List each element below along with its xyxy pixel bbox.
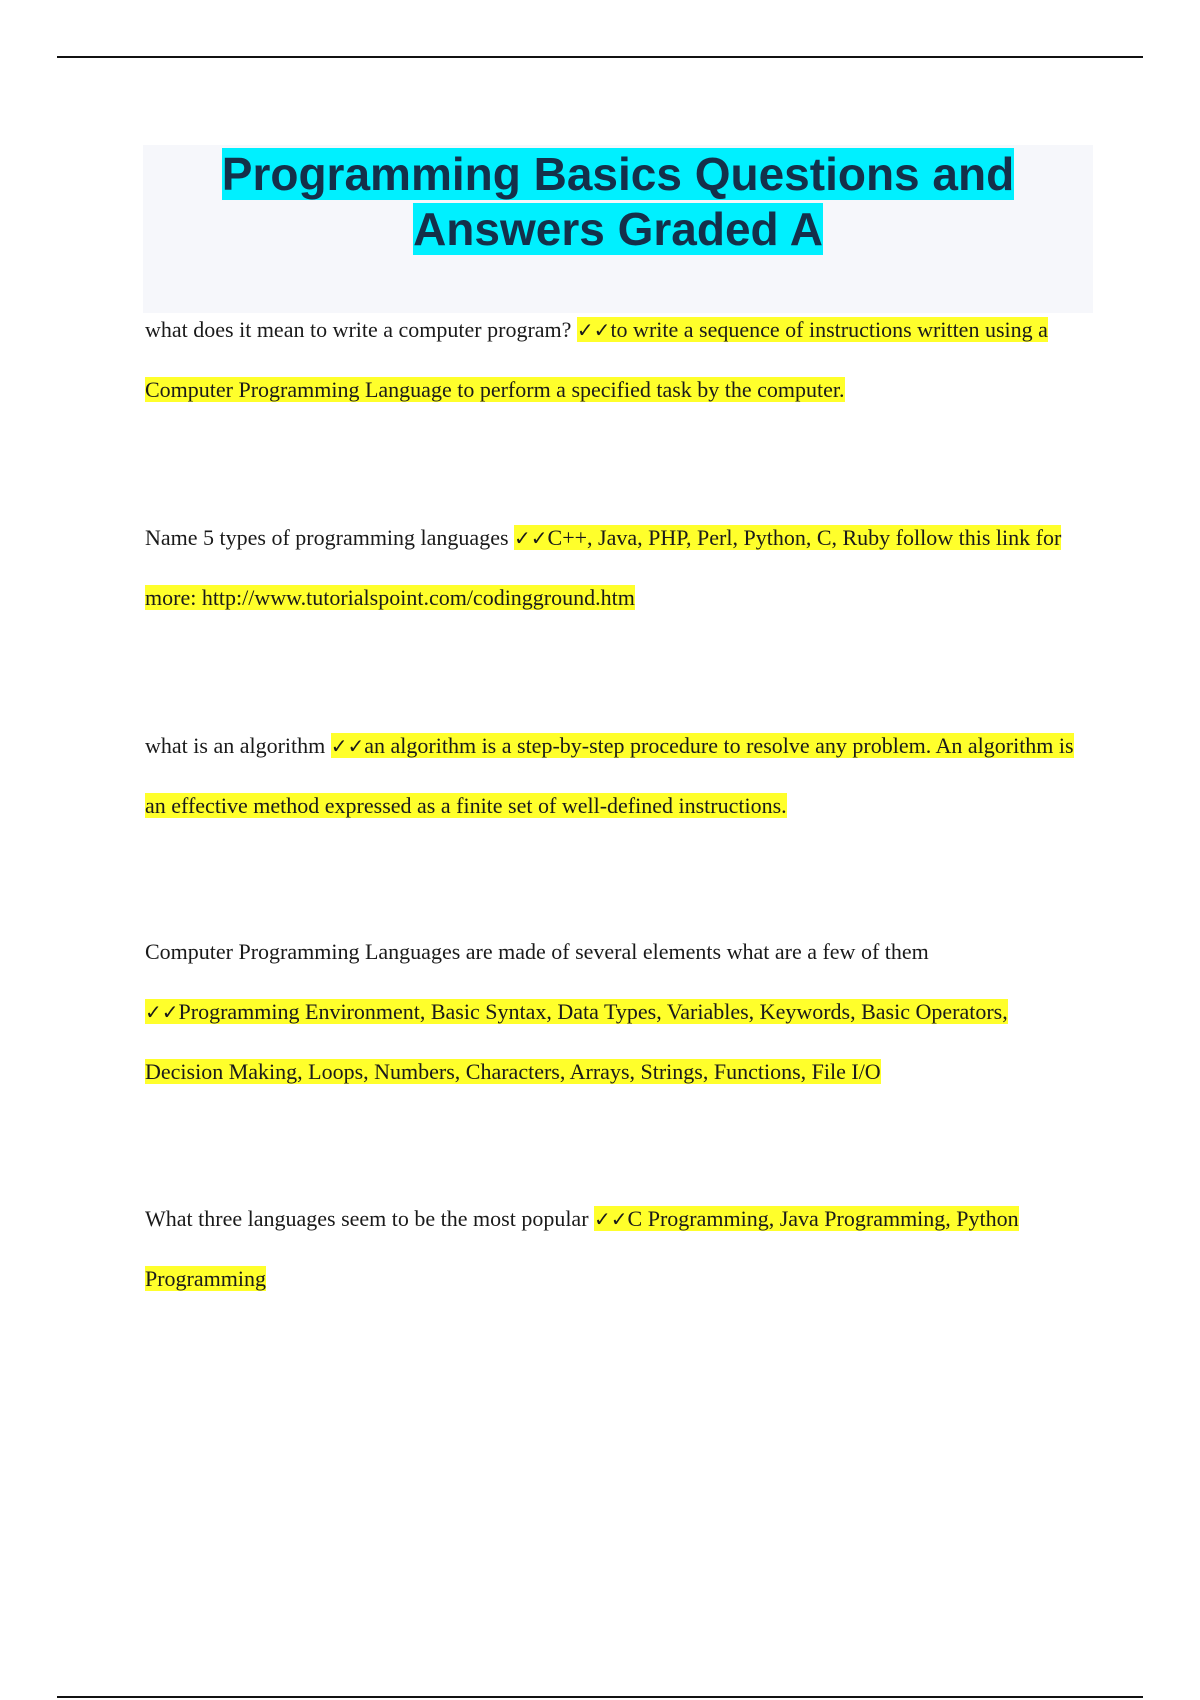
qa-item — [145, 922, 1085, 1102]
check-mark-icon: ✓✓ — [145, 1000, 179, 1024]
page-title: Programming Basics Questions and Answers Graded A — [221, 148, 1015, 255]
qa-item — [145, 716, 1085, 836]
bottom-rule — [57, 1696, 1143, 1698]
question-text: Computer Programming Languages are made of several elements what are a few of them — [145, 939, 929, 964]
answer-text: C Programming, Java Programming, Python Programming — [145, 1206, 1019, 1291]
answer-text: to write a sequence of instructions written using a Computer Programming Language to perform a specified task by the computer. — [145, 317, 1048, 402]
top-rule — [57, 56, 1143, 58]
qa-item — [145, 300, 1085, 420]
question-text: what is an algorithm — [145, 733, 331, 758]
answer-highlight — [145, 999, 1008, 1084]
question-text: what does it mean to write a computer program? — [145, 317, 577, 342]
qa-item — [145, 508, 1085, 628]
answer-text: C++, Java, PHP, Perl, Python, C, Ruby follow this link for more: http://www.tutorialspoint.com/codingground.htm — [145, 525, 1062, 610]
check-mark-icon: ✓✓ — [576, 318, 611, 342]
answer-text: an algorithm is a step-by-step procedure to resolve any problem. An algorithm is an effective method expressed as a finite set of well-defined instructions. — [145, 733, 1074, 818]
check-mark-icon: ✓✓ — [330, 734, 365, 758]
answer-text: Programming Environment, Basic Syntax, Data Types, Variables, Keywords, Basic Operators, Decision Making, Loops, Numbers, Characters, Arrays, Strings, Functions, File I/O — [145, 999, 1008, 1084]
title-banner — [143, 145, 1093, 313]
qa-item — [145, 1189, 1085, 1309]
question-text: Name 5 types of programming languages — [145, 525, 515, 550]
check-mark-icon: ✓✓ — [514, 526, 548, 550]
check-mark-icon: ✓✓ — [594, 1207, 628, 1231]
question-text: What three languages seem to be the most popular — [145, 1206, 595, 1231]
